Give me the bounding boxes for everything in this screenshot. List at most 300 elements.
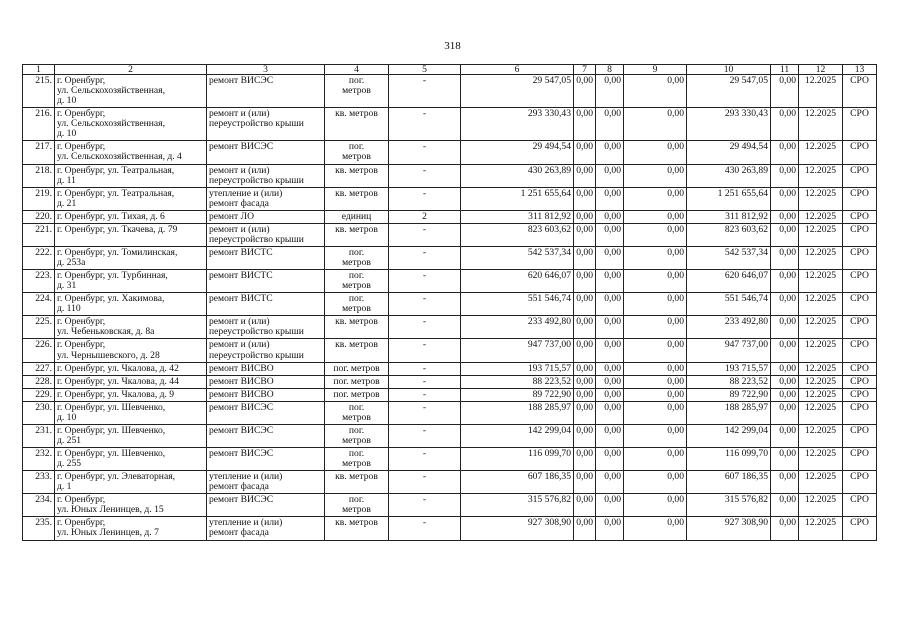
column-number: 9 <box>624 65 687 75</box>
fund-cell: СРО <box>843 108 877 141</box>
deadline-cell: 12.2025 <box>799 223 843 246</box>
quantity-cell: - <box>389 401 461 424</box>
amount-cell: 0,00 <box>771 141 799 164</box>
amount-cell: 0,00 <box>624 187 687 210</box>
quantity-cell: - <box>389 270 461 293</box>
work-type-line: ремонт и (или) <box>209 223 270 235</box>
table-row <box>23 388 877 401</box>
amount-cell: 0,00 <box>771 293 799 316</box>
amount-cell: 0,00 <box>624 316 687 339</box>
deadline-cell: 12.2025 <box>799 187 843 210</box>
work-type-cell <box>207 448 325 471</box>
work-type-cell <box>207 108 325 141</box>
amount-cell: 0,00 <box>771 494 799 517</box>
work-type-line: ремонт фасада <box>209 527 269 539</box>
amount-cell: 0,00 <box>624 75 687 108</box>
deadline-cell: 12.2025 <box>799 494 843 517</box>
amount-cell: 0,00 <box>771 362 799 375</box>
total-cost-cell: 430 263,89 <box>461 164 574 187</box>
row-number: 227. <box>23 362 55 375</box>
amount-cell: 0,00 <box>574 517 596 540</box>
amount-cell: 0,00 <box>624 246 687 269</box>
address-line: г. Оренбург, ул. Чкалова, д. 44 <box>57 375 179 387</box>
work-type-cell <box>207 246 325 269</box>
quantity-cell: - <box>389 448 461 471</box>
quantity-cell: - <box>389 187 461 210</box>
amount-cell: 0,00 <box>574 141 596 164</box>
unit-line: метров <box>342 303 371 315</box>
address-cell <box>55 293 207 316</box>
work-type-line: ремонт ВИСТС <box>209 293 273 305</box>
amount-cell: 0,00 <box>771 471 799 494</box>
fund-cell: СРО <box>843 210 877 223</box>
fund-cell: СРО <box>843 141 877 164</box>
table-row <box>23 223 877 246</box>
amount-cell: 0,00 <box>624 401 687 424</box>
work-type-line: ремонт ВИСТС <box>209 270 273 282</box>
address-line: г. Оренбург, ул. Чкалова, д. 42 <box>57 362 179 374</box>
work-type-cell <box>207 375 325 388</box>
unit-cell <box>325 362 389 375</box>
total-cost-cell: 116 099,70 <box>461 448 574 471</box>
fund-cell: СРО <box>843 517 877 540</box>
unit-cell <box>325 210 389 223</box>
work-type-line: ремонт и (или) <box>209 316 270 328</box>
address-line: г. Оренбург, <box>57 108 106 120</box>
address-line: г. Оренбург, ул. Томилинская, <box>57 246 178 258</box>
deadline-cell: 12.2025 <box>799 424 843 447</box>
address-line: г. Оренбург, ул. Тихая, д. 6 <box>57 210 165 222</box>
deadline-cell: 12.2025 <box>799 270 843 293</box>
quantity-cell: - <box>389 141 461 164</box>
unit-cell <box>325 293 389 316</box>
quantity-cell: - <box>389 108 461 141</box>
row-number: 217. <box>23 141 55 164</box>
amount-cell: 0,00 <box>771 246 799 269</box>
amount-cell: 1 251 655,64 <box>687 187 771 210</box>
unit-cell <box>325 375 389 388</box>
row-number: 224. <box>23 293 55 316</box>
total-cost-cell: 142 299,04 <box>461 424 574 447</box>
amount-cell: 116 099,70 <box>687 448 771 471</box>
deadline-cell: 12.2025 <box>799 401 843 424</box>
address-line: г. Оренбург, ул. Хакимова, <box>57 293 165 305</box>
quantity-cell: - <box>389 388 461 401</box>
total-cost-cell: 193 715,57 <box>461 362 574 375</box>
unit-line: метров <box>342 85 371 97</box>
amount-cell: 29 494,54 <box>687 141 771 164</box>
column-number: 8 <box>596 65 624 75</box>
amount-cell: 430 263,89 <box>687 164 771 187</box>
total-cost-cell: 607 186,35 <box>461 471 574 494</box>
work-type-line: ремонт ВИСЭС <box>209 141 274 153</box>
row-number: 228. <box>23 375 55 388</box>
address-line: г. Оренбург, ул. Шевченко, <box>57 401 166 413</box>
amount-cell: 0,00 <box>596 210 624 223</box>
amount-cell: 0,00 <box>624 293 687 316</box>
address-line: д. 10 <box>57 411 77 423</box>
amount-cell: 88 223,52 <box>687 375 771 388</box>
total-cost-cell: 293 330,43 <box>461 108 574 141</box>
amount-cell: 0,00 <box>624 108 687 141</box>
amount-cell: 0,00 <box>574 164 596 187</box>
fund-cell: СРО <box>843 339 877 362</box>
unit-line: пог. метров <box>333 362 380 374</box>
column-number: 10 <box>687 65 771 75</box>
quantity-cell: - <box>389 375 461 388</box>
column-number: 13 <box>843 65 877 75</box>
address-cell <box>55 375 207 388</box>
unit-cell <box>325 108 389 141</box>
amount-cell: 193 715,57 <box>687 362 771 375</box>
work-type-cell <box>207 471 325 494</box>
amount-cell: 0,00 <box>771 401 799 424</box>
unit-cell <box>325 471 389 494</box>
amount-cell: 0,00 <box>624 141 687 164</box>
amount-cell: 188 285,97 <box>687 401 771 424</box>
table-row <box>23 246 877 269</box>
column-number: 2 <box>55 65 207 75</box>
amount-cell: 607 186,35 <box>687 471 771 494</box>
address-line: г. Оренбург, ул. Шевченко, <box>57 448 166 459</box>
amount-cell: 0,00 <box>596 316 624 339</box>
unit-line: метров <box>342 151 371 163</box>
amount-cell: 0,00 <box>596 141 624 164</box>
work-type-cell <box>207 293 325 316</box>
deadline-cell: 12.2025 <box>799 316 843 339</box>
work-type-line: ремонт и (или) <box>209 108 270 120</box>
amount-cell: 29 547,05 <box>687 75 771 108</box>
work-type-line: ремонт ВИСВО <box>209 388 274 400</box>
unit-line: метров <box>342 504 371 516</box>
address-line: г. Оренбург, ул. Чкалова, д. 9 <box>57 388 175 400</box>
amount-cell: 0,00 <box>574 424 596 447</box>
address-line: г. Оренбург, ул. Шевченко, <box>57 424 166 436</box>
table-row <box>23 362 877 375</box>
quantity-cell: - <box>389 164 461 187</box>
quantity-cell: - <box>389 362 461 375</box>
row-number: 229. <box>23 388 55 401</box>
column-number: 4 <box>325 65 389 75</box>
amount-cell: 0,00 <box>624 424 687 447</box>
table-row <box>23 494 877 517</box>
fund-cell: СРО <box>843 270 877 293</box>
fund-cell: СРО <box>843 246 877 269</box>
unit-line: кв. метров <box>335 339 378 351</box>
table-row <box>23 517 877 540</box>
total-cost-cell: 188 285,97 <box>461 401 574 424</box>
unit-line: пог. <box>348 246 365 258</box>
amount-cell: 0,00 <box>596 401 624 424</box>
address-line: г. Оренбург, <box>57 339 106 351</box>
row-number: 218. <box>23 164 55 187</box>
work-type-line: ремонт фасада <box>209 481 269 493</box>
row-number: 226. <box>23 339 55 362</box>
unit-line: метров <box>342 280 371 292</box>
work-type-line: ремонт ЛО <box>209 210 255 222</box>
total-cost-cell: 89 722,90 <box>461 388 574 401</box>
table-row <box>23 293 877 316</box>
quantity-cell: - <box>389 471 461 494</box>
amount-cell: 947 737,00 <box>687 339 771 362</box>
fund-cell: СРО <box>843 164 877 187</box>
unit-cell <box>325 316 389 339</box>
amount-cell: 0,00 <box>574 223 596 246</box>
total-cost-cell: 947 737,00 <box>461 339 574 362</box>
deadline-cell: 12.2025 <box>799 448 843 471</box>
deadline-cell: 12.2025 <box>799 339 843 362</box>
unit-line: метров <box>342 257 371 268</box>
row-number: 235. <box>23 517 55 540</box>
address-line: д. 255 <box>57 458 82 470</box>
amount-cell: 0,00 <box>624 517 687 540</box>
amount-cell: 311 812,92 <box>687 210 771 223</box>
repair-program-table <box>22 64 877 541</box>
fund-cell: СРО <box>843 223 877 246</box>
amount-cell: 0,00 <box>624 494 687 517</box>
amount-cell: 0,00 <box>596 293 624 316</box>
amount-cell: 0,00 <box>771 316 799 339</box>
table-row <box>23 141 877 164</box>
unit-line: кв. метров <box>335 316 378 328</box>
unit-line: метров <box>342 458 371 470</box>
deadline-cell: 12.2025 <box>799 246 843 269</box>
work-type-cell <box>207 75 325 108</box>
column-number-row <box>23 65 877 75</box>
amount-cell: 89 722,90 <box>687 388 771 401</box>
work-type-line: ремонт ВИСЭС <box>209 401 274 413</box>
unit-cell <box>325 246 389 269</box>
unit-line: пог. <box>348 270 365 282</box>
table-row <box>23 270 877 293</box>
amount-cell: 0,00 <box>624 210 687 223</box>
address-line: г. Оренбург, <box>57 75 106 86</box>
amount-cell: 0,00 <box>574 401 596 424</box>
work-type-line: ремонт фасада <box>209 197 269 209</box>
address-line: г. Оренбург, <box>57 517 106 529</box>
page-number: 318 <box>444 40 461 52</box>
total-cost-cell: 551 546,74 <box>461 293 574 316</box>
unit-line: пог. <box>348 75 365 86</box>
amount-cell: 233 492,80 <box>687 316 771 339</box>
amount-cell: 0,00 <box>596 223 624 246</box>
fund-cell: СРО <box>843 494 877 517</box>
amount-cell: 0,00 <box>624 223 687 246</box>
unit-line: пог. <box>348 448 365 459</box>
unit-line: пог. <box>348 494 365 506</box>
amount-cell: 0,00 <box>771 164 799 187</box>
unit-cell <box>325 388 389 401</box>
fund-cell: СРО <box>843 388 877 401</box>
amount-cell: 0,00 <box>574 210 596 223</box>
fund-cell: СРО <box>843 316 877 339</box>
amount-cell: 0,00 <box>596 494 624 517</box>
row-number: 219. <box>23 187 55 210</box>
address-line: г. Оренбург, <box>57 494 106 506</box>
row-number: 223. <box>23 270 55 293</box>
work-type-line: переустройство крыши <box>209 118 304 130</box>
address-line: г. Оренбург, ул. Турбинная, <box>57 270 168 282</box>
deadline-cell: 12.2025 <box>799 471 843 494</box>
fund-cell: СРО <box>843 424 877 447</box>
quantity-cell: - <box>389 316 461 339</box>
work-type-cell <box>207 517 325 540</box>
amount-cell: 823 603,62 <box>687 223 771 246</box>
address-line: ул. Сельскохозяйственная, <box>57 85 165 97</box>
work-type-cell <box>207 164 325 187</box>
address-cell <box>55 246 207 269</box>
fund-cell: СРО <box>843 187 877 210</box>
address-line: ул. Юных Ленинцев, д. 7 <box>57 527 159 539</box>
fund-cell: СРО <box>843 401 877 424</box>
amount-cell: 0,00 <box>624 270 687 293</box>
work-type-line: ремонт ВИСЭС <box>209 448 274 459</box>
address-cell <box>55 164 207 187</box>
table-row <box>23 375 877 388</box>
address-line: ул. Юных Ленинцев, д. 15 <box>57 504 164 516</box>
deadline-cell: 12.2025 <box>799 75 843 108</box>
amount-cell: 927 308,90 <box>687 517 771 540</box>
amount-cell: 0,00 <box>596 362 624 375</box>
amount-cell: 0,00 <box>574 471 596 494</box>
amount-cell: 0,00 <box>596 75 624 108</box>
address-cell <box>55 187 207 210</box>
amount-cell: 142 299,04 <box>687 424 771 447</box>
unit-line: метров <box>342 434 371 446</box>
address-cell <box>55 108 207 141</box>
unit-cell <box>325 494 389 517</box>
quantity-cell: - <box>389 494 461 517</box>
table-row <box>23 108 877 141</box>
unit-cell <box>325 517 389 540</box>
work-type-line: ремонт ВИСТС <box>209 246 273 258</box>
work-type-cell <box>207 388 325 401</box>
amount-cell: 0,00 <box>771 339 799 362</box>
work-type-cell <box>207 401 325 424</box>
address-cell <box>55 401 207 424</box>
work-type-cell <box>207 187 325 210</box>
amount-cell: 0,00 <box>574 293 596 316</box>
address-cell <box>55 223 207 246</box>
row-number: 225. <box>23 316 55 339</box>
column-number: 11 <box>771 65 799 75</box>
amount-cell: 0,00 <box>574 494 596 517</box>
address-line: ул. Чернышевского, д. 28 <box>57 349 160 361</box>
row-number: 215. <box>23 75 55 108</box>
total-cost-cell: 927 308,90 <box>461 517 574 540</box>
total-cost-cell: 315 576,82 <box>461 494 574 517</box>
deadline-cell: 12.2025 <box>799 375 843 388</box>
amount-cell: 0,00 <box>574 187 596 210</box>
amount-cell: 0,00 <box>596 108 624 141</box>
amount-cell: 0,00 <box>596 424 624 447</box>
table-row <box>23 164 877 187</box>
address-line: г. Оренбург, ул. Ткачева, д. 79 <box>57 223 178 235</box>
unit-cell <box>325 401 389 424</box>
column-number: 6 <box>461 65 574 75</box>
address-line: г. Оренбург, ул. Театральная, <box>57 187 175 199</box>
unit-line: метров <box>342 411 371 423</box>
table-row <box>23 316 877 339</box>
amount-cell: 0,00 <box>771 75 799 108</box>
amount-cell: 0,00 <box>596 471 624 494</box>
work-type-cell <box>207 270 325 293</box>
fund-cell: СРО <box>843 471 877 494</box>
row-number: 232. <box>23 448 55 471</box>
unit-line: пог. <box>348 424 365 436</box>
total-cost-cell: 620 646,07 <box>461 270 574 293</box>
quantity-cell: - <box>389 517 461 540</box>
column-number: 7 <box>574 65 596 75</box>
address-line: д. 110 <box>57 303 81 315</box>
amount-cell: 0,00 <box>574 448 596 471</box>
address-line: г. Оренбург, <box>57 316 106 328</box>
unit-line: пог. <box>348 141 365 153</box>
address-line: ул. Сельскохозяйственная, <box>57 118 165 130</box>
quantity-cell: - <box>389 339 461 362</box>
work-type-line: утепление и (или) <box>209 187 283 199</box>
address-line: д. 11 <box>57 174 76 186</box>
amount-cell: 0,00 <box>771 517 799 540</box>
unit-cell <box>325 339 389 362</box>
unit-cell <box>325 424 389 447</box>
table-row <box>23 210 877 223</box>
amount-cell: 0,00 <box>624 375 687 388</box>
deadline-cell: 12.2025 <box>799 293 843 316</box>
amount-cell: 0,00 <box>596 339 624 362</box>
amount-cell: 0,00 <box>574 270 596 293</box>
amount-cell: 0,00 <box>574 316 596 339</box>
amount-cell: 0,00 <box>596 448 624 471</box>
amount-cell: 0,00 <box>771 424 799 447</box>
address-cell <box>55 339 207 362</box>
row-number: 220. <box>23 210 55 223</box>
row-number: 221. <box>23 223 55 246</box>
row-number: 216. <box>23 108 55 141</box>
amount-cell: 0,00 <box>574 75 596 108</box>
row-number: 233. <box>23 471 55 494</box>
unit-cell <box>325 164 389 187</box>
total-cost-cell: 29 494,54 <box>461 141 574 164</box>
total-cost-cell: 29 547,05 <box>461 75 574 108</box>
work-type-line: ремонт ВИСЭС <box>209 424 274 436</box>
amount-cell: 0,00 <box>624 448 687 471</box>
address-cell <box>55 388 207 401</box>
fund-cell: СРО <box>843 362 877 375</box>
unit-line: кв. метров <box>335 187 378 199</box>
address-line: г. Оренбург, <box>57 141 106 153</box>
amount-cell: 0,00 <box>624 471 687 494</box>
unit-line: кв. метров <box>335 517 378 529</box>
column-number: 5 <box>389 65 461 75</box>
address-line: д. 251 <box>57 434 82 446</box>
deadline-cell: 12.2025 <box>799 164 843 187</box>
work-type-line: ремонт ВИСВО <box>209 375 274 387</box>
deadline-cell: 12.2025 <box>799 517 843 540</box>
quantity-cell: 2 <box>389 210 461 223</box>
quantity-cell: - <box>389 424 461 447</box>
unit-line: пог. <box>348 401 365 413</box>
work-type-line: ремонт ВИСЭС <box>209 494 274 506</box>
work-type-line: переустройство крыши <box>209 233 304 245</box>
unit-line: кв. метров <box>335 164 378 176</box>
address-cell <box>55 494 207 517</box>
amount-cell: 0,00 <box>574 246 596 269</box>
total-cost-cell: 1 251 655,64 <box>461 187 574 210</box>
address-line: ул. Сельскохозяйственная, д. 4 <box>57 151 182 163</box>
table-row <box>23 187 877 210</box>
total-cost-cell: 542 537,34 <box>461 246 574 269</box>
